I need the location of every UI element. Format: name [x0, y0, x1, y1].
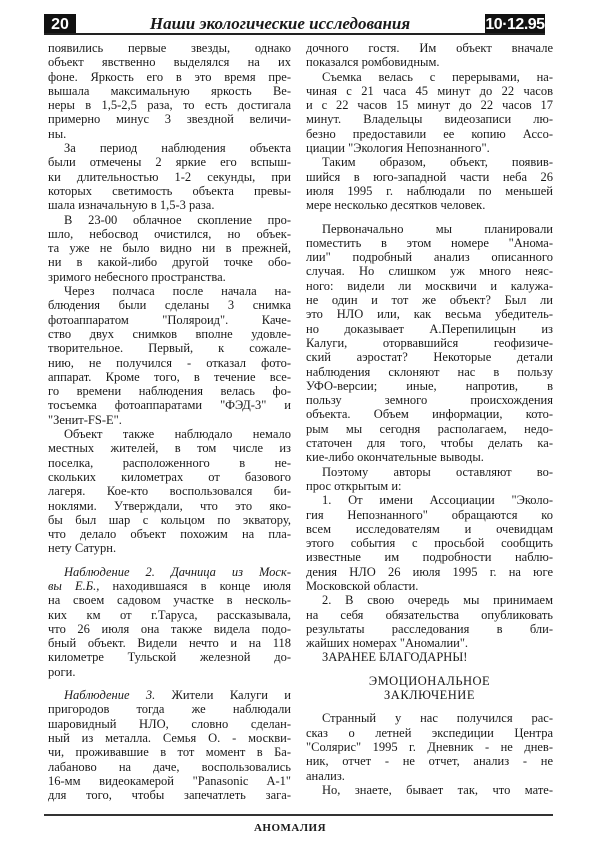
paragraph-spacer — [306, 213, 553, 222]
text-line — [48, 579, 291, 593]
text-line: что делало объект похожим на пла- — [48, 527, 291, 542]
text-line: шаровидный НЛО, словно сделан- — [48, 716, 291, 731]
text-line: лагеря. Кое-кто воспользовался би- — [48, 484, 291, 499]
text-line: пригородов тогда же наблюдали — [48, 702, 291, 717]
header-rule — [44, 33, 545, 35]
text-line: этого события с просьбой сообщить — [306, 536, 553, 551]
text-line — [48, 688, 291, 702]
text-line: известные им подробности наблю- — [306, 550, 553, 565]
text-line: мере несколько десятков человек. — [306, 198, 486, 213]
text-line: анализ. — [306, 768, 345, 783]
text-line: ЗАКЛЮЧЕНИЕ — [384, 688, 475, 703]
text-line: которых светимость объекта превы- — [48, 183, 291, 198]
section-heading — [306, 674, 553, 703]
paragraph — [48, 284, 291, 427]
text-line: дочного гостя. Им объект вначале — [306, 41, 553, 55]
text-line: случая. Но слишком уж много неяс- — [306, 264, 553, 279]
text-line: ноклями. Утверждали, что это яко- — [48, 498, 291, 513]
paragraph — [48, 213, 291, 284]
paragraph — [48, 565, 291, 679]
italic-lead: Наблюдение 3. — [64, 688, 156, 703]
text-line: не один и тот же объект? Был ли — [306, 293, 553, 308]
paragraph — [306, 650, 553, 664]
text-span: находившаяся в конце июля — [99, 578, 292, 593]
text-line: пользу земного происхождения — [306, 393, 553, 408]
text-line: фоне. Яркость его в это время пре- — [48, 69, 291, 84]
paragraph — [306, 493, 553, 593]
text-line: ник, отчет - не отчет, анализ - не — [306, 754, 553, 769]
paragraph — [306, 593, 553, 650]
text-line: июля 1995 г. наблюдали по меньшей — [306, 183, 553, 198]
text-line: на себя обязательства опубликовать — [306, 607, 553, 622]
text-line: километре Тульской железной до- — [48, 650, 291, 665]
text-line: примерно минус 3 звездной величи- — [48, 112, 291, 127]
text-line: результаты расследования в бли- — [306, 621, 553, 636]
text-line: появились первые звезды, однако — [48, 41, 291, 55]
text-line: сказ о летней экспедиции Центра — [306, 725, 553, 740]
paragraph-spacer — [306, 665, 553, 674]
paragraph — [48, 427, 291, 556]
section-title: Наши экологические исследования — [149, 14, 411, 33]
paragraph — [306, 222, 553, 465]
text-line: и с 22 часов 15 минут до 22 часов 17 — [306, 98, 553, 113]
text-line: неры в 1,5-2,5 раза, то есть достигала — [48, 98, 291, 113]
text-line: ного: видели ли москвичи и калужа- — [306, 278, 553, 293]
text-line: объект явственно выделялся на их — [48, 55, 291, 70]
text-line: В 23-00 облачное скопление про- — [64, 212, 291, 227]
footer-rule — [44, 814, 553, 816]
text-line: лабаново на даче, воспользовались — [48, 759, 291, 774]
text-line: ство двух снимков вполне удовле- — [48, 326, 291, 341]
text-line: на своем садовом участке в несколь- — [48, 593, 291, 608]
text-line — [48, 565, 291, 579]
article-column-left — [48, 41, 291, 802]
paragraph — [48, 141, 291, 212]
text-line: лии" подробный анализ описанного — [306, 250, 553, 265]
text-line: объекта. Объем информации, кото- — [306, 407, 553, 422]
text-line: циации "Экология Непознанного". — [306, 141, 490, 156]
text-line: Таким образом, объект, появив- — [322, 155, 553, 170]
text-line: гия Непознанного" обращаются ко — [306, 507, 553, 522]
footer-publication-name: АНОМАЛИЯ — [253, 822, 327, 834]
text-line: Московской области. — [306, 578, 419, 593]
issue-date: 10·12.95 — [485, 16, 545, 33]
text-line: дения НЛО 26 июля 1995 г. на юге — [306, 564, 553, 579]
paragraph — [306, 41, 553, 70]
text-line: местных жителей, в том числе из — [48, 441, 291, 456]
text-line: рым мы сегодня располагаем, недо- — [306, 421, 553, 436]
text-line: аппарат. Кроме того, в течение все- — [48, 369, 291, 384]
text-line: всем исследователям и очевидцам — [306, 521, 553, 536]
text-line: блюдения были сделаны 3 снимка — [48, 298, 291, 313]
text-line: минут. Владельцы видеозаписи лю- — [306, 112, 553, 127]
text-line: ни в какой-либо другой точке обо- — [48, 255, 291, 270]
text-line: Съемка велась с перерывами, на- — [322, 69, 553, 84]
italic-lead: Наблюдение 2. Дачница из Моск- — [64, 564, 291, 579]
text-line: скольких километрах от базового — [48, 469, 291, 484]
text-line: Поэтому авторы оставляют во- — [322, 464, 553, 479]
text-line: Объект также наблюдало немало — [64, 427, 291, 442]
text-line: чиная с 21 часа 45 минут до 22 часов — [306, 83, 553, 98]
paragraph — [306, 783, 553, 797]
paragraph — [306, 70, 553, 156]
text-line: но доказывает А.Перепилицын из — [306, 321, 553, 336]
text-line: показался ромбовидным. — [306, 55, 440, 70]
text-line: зримого небесного пространства. — [48, 269, 226, 284]
text-line: ЗАРАНЕЕ БЛАГОДАРНЫ! — [322, 650, 468, 665]
text-line: поместить в этом номере "Анома- — [306, 235, 553, 250]
text-line: творительное. Первый, к сожале- — [48, 341, 291, 356]
paragraph-spacer — [306, 702, 553, 711]
text-line: го времени наблюдения велась фо- — [48, 384, 291, 399]
text-line: ЭМОЦИОНАЛЬНОЕ — [368, 673, 491, 688]
text-line: Калуги, оторвавшийся геофизиче- — [306, 335, 553, 350]
text-line: Первоначально мы планировали — [322, 221, 553, 236]
page-number: 20 — [44, 14, 76, 35]
text-line: были отмечены 2 яркие его вспыш- — [48, 155, 291, 170]
paragraph-spacer — [48, 679, 291, 688]
text-line: наблюдения склоняют нас в пользу — [306, 364, 553, 379]
text-line: ский аэростат? Некоторые детали — [306, 350, 553, 365]
text-line: "Зенит-FS-E". — [48, 412, 122, 427]
text-line: поселка, расположенного в не- — [48, 455, 291, 470]
text-line: "Солярис" 1995 г. Дневник - не днев- — [306, 739, 553, 754]
text-line: та уже не было видно ни в прежней, — [48, 241, 291, 256]
text-line: Через полчаса после начала на- — [64, 284, 291, 299]
text-line: статочен для того, чтобы делать ка- — [306, 436, 553, 451]
paragraph — [48, 41, 291, 141]
text-line: ки длительностью 1-2 секунды, при — [48, 169, 291, 184]
text-line: бный объект. Видели нечто и на 118 — [48, 636, 291, 651]
paragraph — [306, 465, 553, 494]
paragraph — [48, 688, 291, 802]
text-line: 2. В свою очередь мы принимаем — [322, 593, 553, 608]
text-line: жайших номерах "Аномалии". — [306, 636, 469, 651]
paragraph — [306, 155, 553, 212]
text-line: нету Сатурн. — [48, 541, 117, 556]
text-line: ный из металла. Семья О. - москви- — [48, 730, 291, 745]
text-line: вышала максимальную яркость Ве- — [48, 83, 291, 98]
paragraph-spacer — [48, 556, 291, 565]
text-line: бы был шар с кольцом по экватору, — [48, 512, 291, 527]
text-line: для того, чтобы запечатлеть зага- — [48, 788, 291, 803]
text-span: Жители Калуги и — [155, 688, 291, 703]
text-line: 1. От имени Ассоциации "Эколо- — [322, 493, 553, 508]
text-line: шло, небосвод очистился, но объек- — [48, 226, 291, 241]
text-line: шийся в юго-западной части неба 26 — [306, 169, 553, 184]
text-line: Но, знаете, бывает так, что мате- — [322, 782, 553, 797]
text-line: нию, не получился - отказал фото- — [48, 355, 291, 370]
text-line: роги. — [48, 664, 76, 679]
text-line: прос открытым и: — [306, 478, 402, 493]
paragraph — [306, 711, 553, 782]
text-line: кие-либо окончательные выводы. — [306, 450, 484, 465]
text-line: 16-мм видеокамерой "Panasonic A-1" — [48, 773, 291, 788]
text-line: шала изначальную в 1,5-3 раза. — [48, 198, 215, 213]
text-line: что 26 июля она также видела подо- — [48, 621, 291, 636]
text-line: фотоаппаратом "Поляроид". Каче- — [48, 312, 291, 327]
text-line: УФО-версии; иные, напротив, в — [306, 378, 553, 393]
text-line: безно предоставили ее копию Ассо- — [306, 126, 553, 141]
text-line: чи, проживавшие в тот момент в Ба- — [48, 745, 291, 760]
italic-lead: вы Е.Б., — [48, 578, 100, 593]
text-line: это НЛО или, как весьма убедитель- — [306, 307, 553, 322]
text-line: ких км от г.Таруса, рассказывала, — [48, 607, 291, 622]
text-line: тосъемка фотоаппаратами "ФЭД-3" и — [48, 398, 291, 413]
text-line: За период наблюдения объекта — [64, 141, 291, 156]
article-column-right — [306, 41, 553, 797]
text-line: Странный у нас получился рас- — [322, 711, 553, 726]
text-line: ны. — [48, 126, 67, 141]
